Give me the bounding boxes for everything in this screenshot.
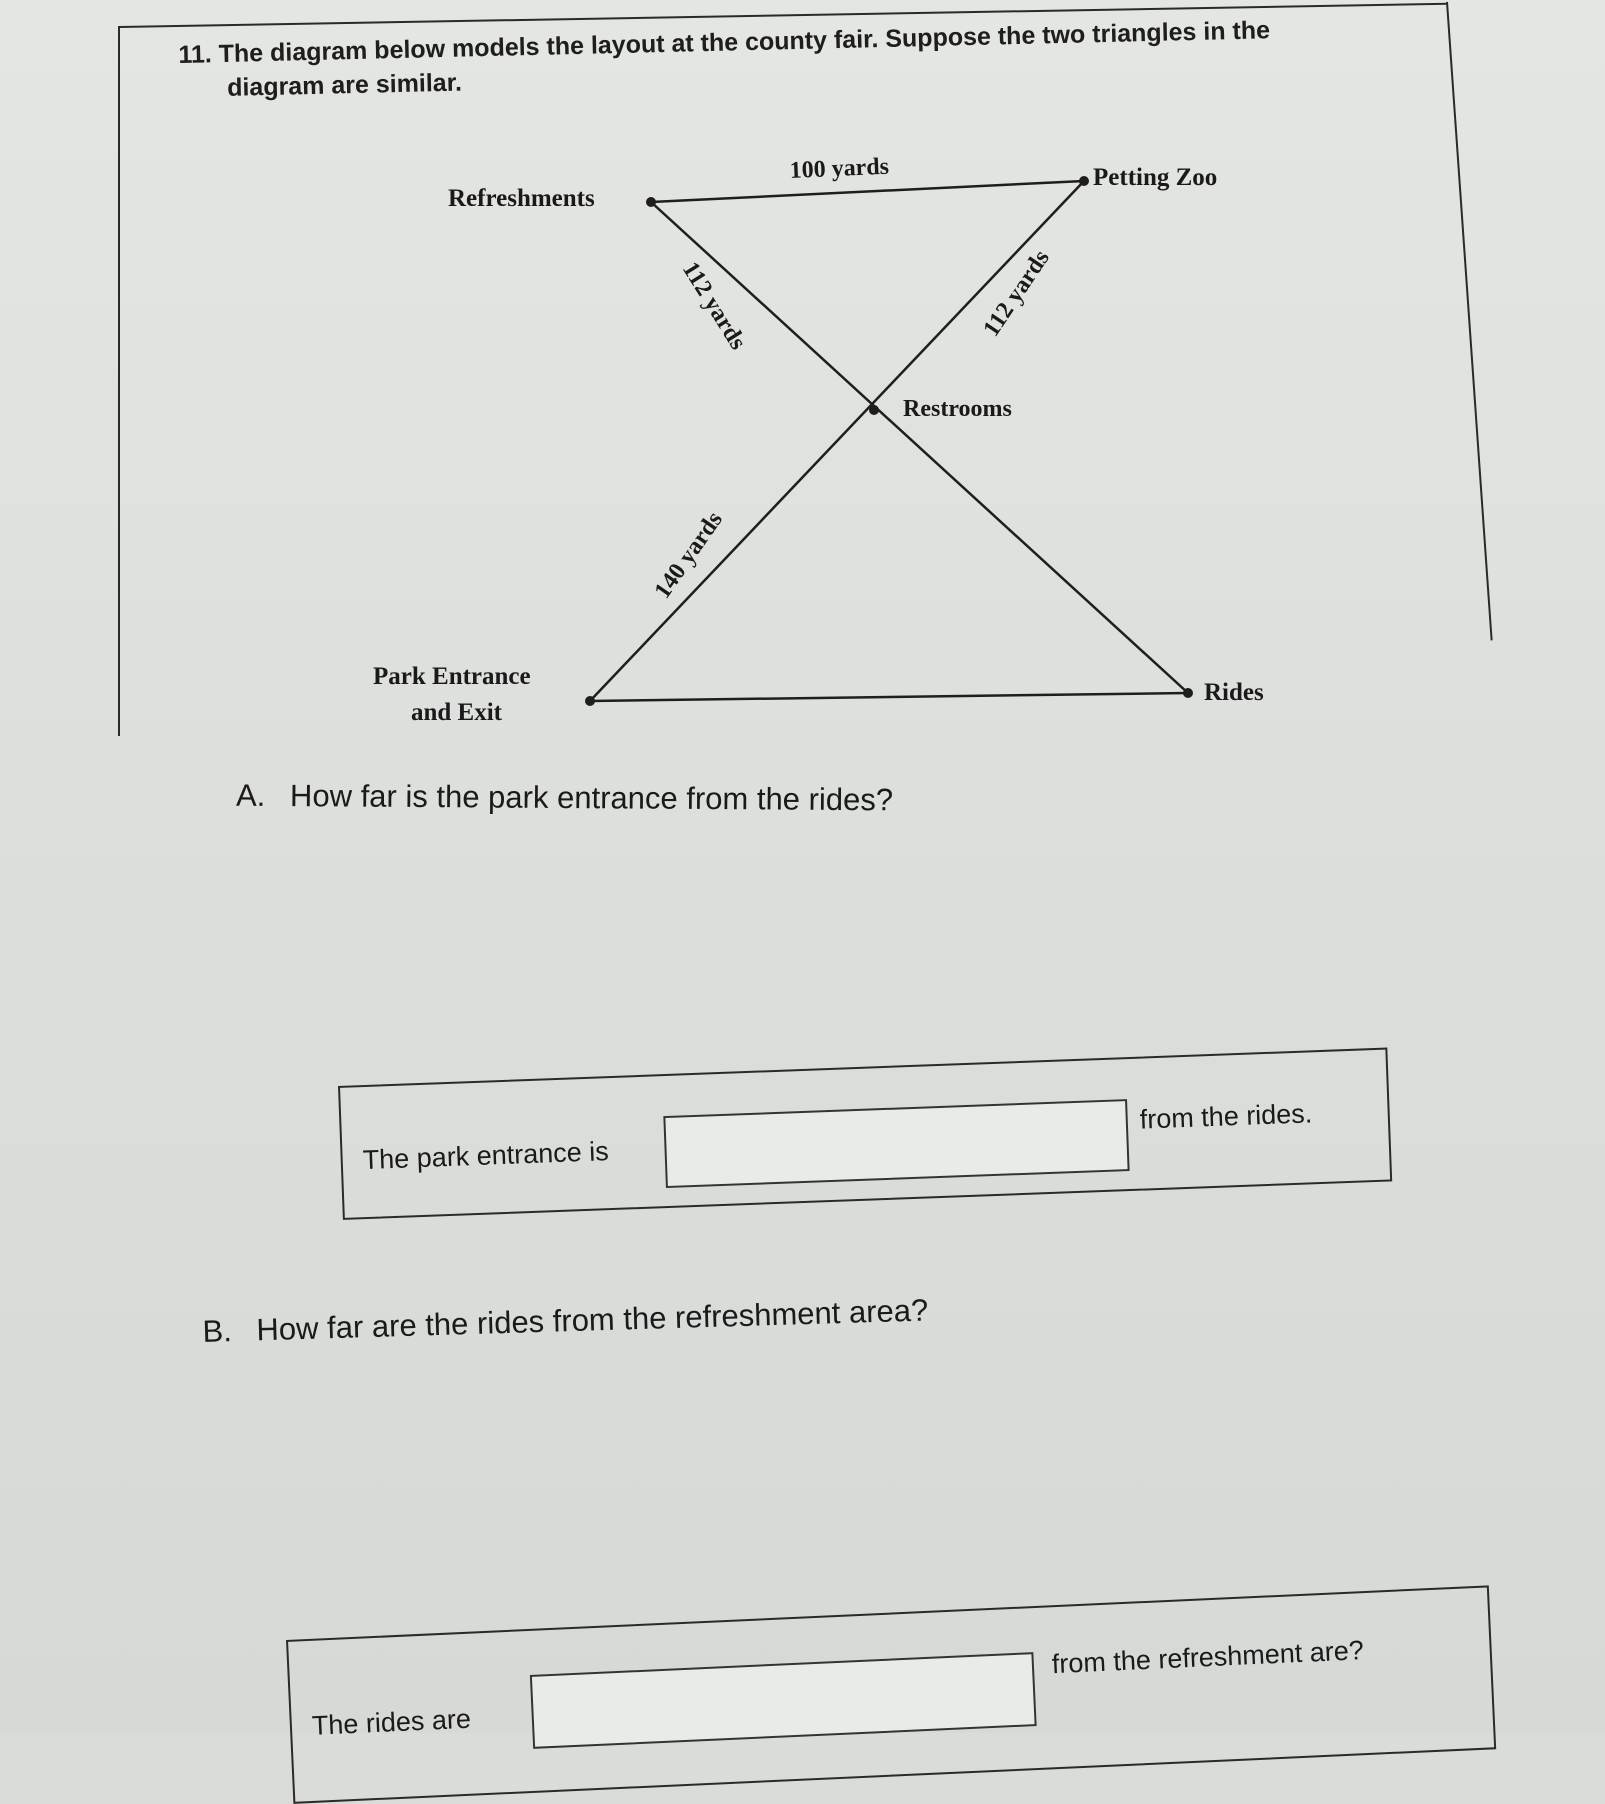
question-number: 11. bbox=[178, 40, 213, 69]
point-park-entrance bbox=[585, 696, 595, 706]
part-b-letter: B. bbox=[202, 1313, 233, 1349]
part-a-answer-input[interactable] bbox=[663, 1099, 1129, 1188]
part-a-answer-prefix: The park entrance is bbox=[362, 1136, 610, 1176]
part-a-question-text: How far is the park entrance from the rides? bbox=[289, 778, 894, 818]
label-edge-140-yards: 140 yards bbox=[649, 507, 728, 604]
part-b-answer-prefix: The rides are bbox=[311, 1703, 472, 1741]
label-edge-112-yards-left: 112 yards bbox=[676, 257, 751, 355]
part-a-answer-suffix: from the rides. bbox=[1139, 1098, 1313, 1135]
point-refreshments bbox=[646, 197, 656, 207]
part-a-question bbox=[236, 778, 893, 819]
label-petting-zoo: Petting Zoo bbox=[1093, 164, 1218, 191]
part-b-answer-suffix: from the refreshment are? bbox=[1051, 1635, 1365, 1680]
question-line-2: diagram are similar. bbox=[226, 68, 463, 102]
edge-refreshments-rides bbox=[651, 202, 1188, 693]
label-park-entrance-line1: Park Entrance bbox=[373, 663, 531, 690]
point-rides bbox=[1183, 688, 1193, 698]
point-restrooms bbox=[869, 405, 879, 415]
label-rides: Rides bbox=[1204, 679, 1264, 706]
edge-petting-zoo-park-entrance bbox=[590, 181, 1084, 701]
question-line-1: The diagram below models the layout at the county fair. Suppose the two triangles in the bbox=[218, 16, 1271, 69]
edge-park-entrance-rides bbox=[590, 693, 1188, 701]
label-park-entrance-line2: and Exit bbox=[411, 699, 503, 726]
label-edge-100-yards: 100 yards bbox=[789, 153, 890, 184]
part-a-letter: A. bbox=[235, 777, 266, 813]
label-refreshments: Refreshments bbox=[448, 185, 595, 212]
label-restrooms: Restrooms bbox=[903, 396, 1012, 422]
part-b-question-text: How far are the rides from the refreshment area? bbox=[255, 1292, 929, 1348]
edge-refreshments-petting-zoo bbox=[651, 181, 1084, 202]
label-edge-112-yards-right: 112 yards bbox=[978, 245, 1055, 342]
part-b-answer-input[interactable] bbox=[530, 1652, 1037, 1749]
point-petting-zoo bbox=[1079, 176, 1089, 186]
